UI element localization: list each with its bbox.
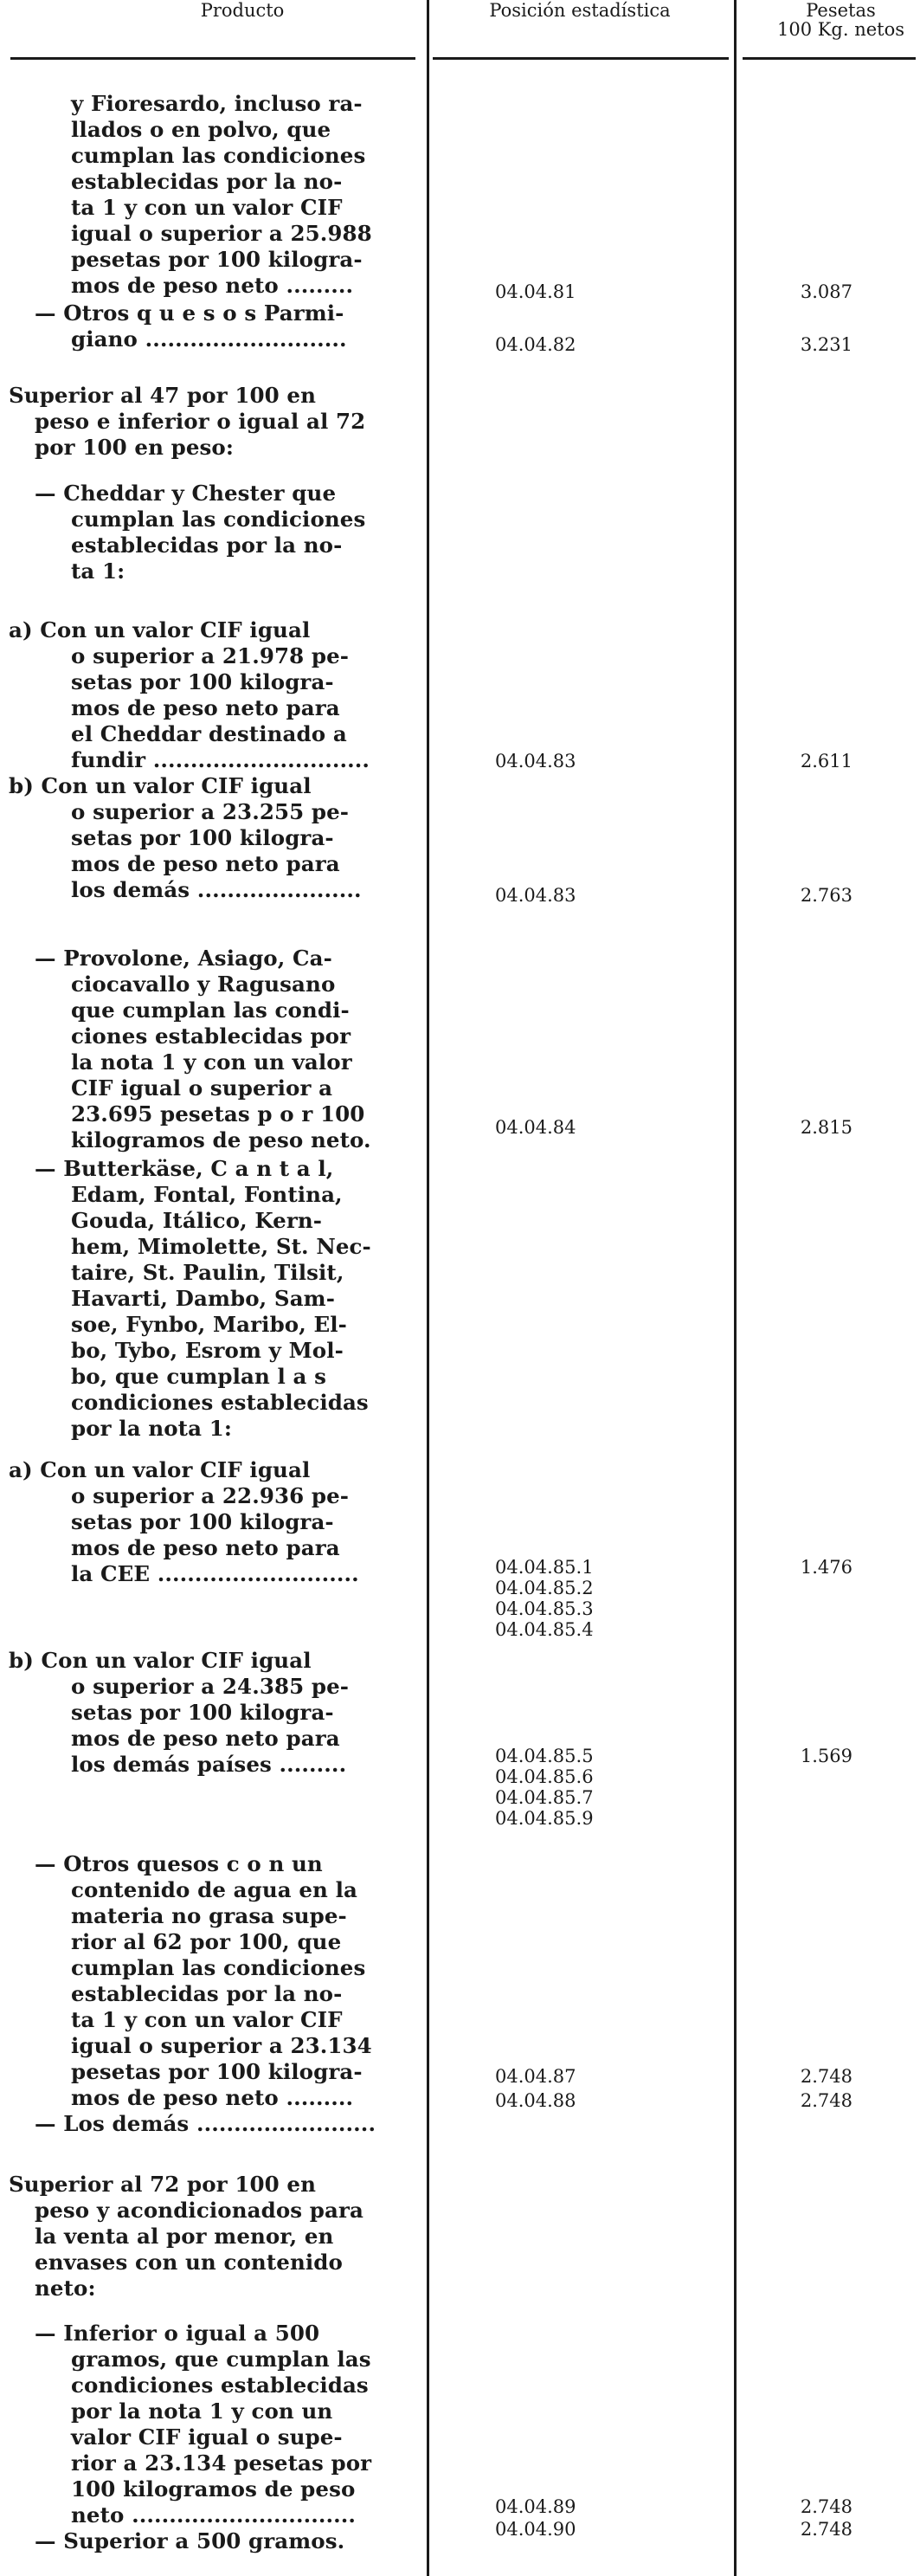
product-description-line: — Otros q u e s o s Parmi- — [35, 300, 344, 326]
product-description-line: mos de peso neto para — [71, 1726, 340, 1751]
product-description-line: materia no grasa supe- — [71, 1903, 347, 1928]
product-description-line: por la nota 1 y con un — [71, 2398, 333, 2424]
pesetas-value: 3.231 — [800, 334, 852, 355]
pesetas-value: 2.748 — [800, 2066, 852, 2087]
product-description-line: bo, Tybo, Esrom y Mol- — [71, 1338, 344, 1363]
product-description-line: establecidas por la no- — [71, 1981, 343, 2006]
statistical-position: 04.04.90 — [495, 2519, 576, 2540]
statistical-position: 04.04.88 — [495, 2090, 576, 2111]
product-description-line: — Cheddar y Chester que — [35, 481, 337, 506]
product-description-line: neto: — [35, 2276, 96, 2301]
product-description-line: la nota 1 y con un valor — [71, 1049, 352, 1075]
product-description-line: el Cheddar destinado a — [71, 721, 347, 746]
statistical-position: 04.04.87 — [495, 2066, 576, 2087]
product-description-line: llados o en polvo, que — [71, 117, 331, 142]
product-description-line: b) Con un valor CIF igual — [9, 773, 312, 798]
product-description-line: contenido de agua en la — [71, 1877, 357, 1902]
statistical-position: 04.04.85.7 — [495, 1787, 594, 1808]
product-description-line: mos de peso neto para — [71, 1535, 340, 1560]
pesetas-value: 2.763 — [800, 885, 852, 906]
product-description-line: gramos, que cumplan las — [71, 2347, 371, 2372]
header-100-kg-netos: 100 Kg. netos — [776, 19, 905, 40]
column-divider-left — [427, 0, 429, 2576]
pesetas-value: 1.569 — [800, 1746, 852, 1766]
product-description-line: envases con un contenido — [35, 2250, 343, 2275]
product-description-line: condiciones establecidas — [71, 2373, 369, 2398]
product-description-line: o superior a 21.978 pe- — [71, 643, 350, 668]
product-description-line: o superior a 24.385 pe- — [71, 1674, 350, 1699]
product-description-line: fundir ............................. — [71, 747, 370, 772]
product-description-line: por la nota 1: — [71, 1416, 232, 1441]
product-description-line: taire, St. Paulin, Tilsit, — [71, 1260, 344, 1285]
product-description-line: setas por 100 kilogra- — [71, 1509, 334, 1534]
product-description-line: ta 1 y con un valor CIF — [71, 195, 343, 220]
product-description-line: mos de peso neto para — [71, 695, 340, 720]
product-description-line: setas por 100 kilogra- — [71, 825, 334, 850]
product-description-line: CIF igual o superior a — [71, 1075, 333, 1101]
product-description-line: Havarti, Dambo, Sam- — [71, 1286, 335, 1311]
statistical-position: 04.04.85.4 — [495, 1619, 594, 1640]
product-description-line: o superior a 22.936 pe- — [71, 1483, 350, 1508]
product-description-line: cumplan las condiciones — [71, 507, 366, 532]
product-description-line: establecidas por la no- — [71, 169, 343, 194]
product-description-line: setas por 100 kilogra- — [71, 669, 334, 694]
product-description-line: — Inferior o igual a 500 — [35, 2321, 320, 2346]
product-description-line: — Superior a 500 gramos. — [35, 2528, 345, 2553]
product-description-line: igual o superior a 25.988 — [71, 221, 372, 246]
statistical-position: 04.04.85.6 — [495, 1766, 594, 1787]
pesetas-value: 2.748 — [800, 2090, 852, 2111]
product-description-line: mos de peso neto ......... — [71, 2085, 354, 2110]
product-description-line: la venta al por menor, en — [35, 2224, 334, 2249]
statistical-position: 04.04.85.3 — [495, 1598, 594, 1619]
pesetas-value: 1.476 — [800, 1557, 852, 1578]
header-underline-producto — [10, 57, 415, 60]
pesetas-value: 2.815 — [800, 1117, 852, 1138]
pesetas-value: 2.611 — [800, 751, 852, 772]
product-description-line: la CEE ........................... — [71, 1561, 359, 1586]
product-description-line: — Otros quesos c o n un — [35, 1851, 323, 1876]
product-description-line: pesetas por 100 kilogra- — [71, 2059, 363, 2084]
header-posicion-estadistica: Posición estadística — [489, 0, 671, 21]
header-underline-pesetas — [743, 57, 916, 60]
product-description-line: por 100 en peso: — [35, 435, 235, 460]
product-description-line: soe, Fynbo, Maribo, El- — [71, 1312, 347, 1337]
product-description-line: rior al 62 por 100, que — [71, 1929, 342, 1954]
column-divider-right — [734, 0, 737, 2576]
statistical-position: 04.04.85.2 — [495, 1578, 594, 1598]
product-description-line: b) Con un valor CIF igual — [9, 1648, 312, 1673]
product-description-line: 100 kilogramos de peso — [71, 2476, 356, 2502]
product-description-line: Gouda, Itálico, Kern- — [71, 1208, 323, 1233]
product-description-line: setas por 100 kilogra- — [71, 1700, 334, 1725]
product-description-line: Superior al 47 por 100 en — [9, 383, 317, 408]
statistical-position: 04.04.89 — [495, 2496, 576, 2517]
product-description-line: cumplan las condiciones — [71, 143, 366, 168]
statistical-position: 04.04.81 — [495, 281, 576, 302]
product-description-line: hem, Mimolette, St. Nec- — [71, 1234, 371, 1259]
product-description-line: a) Con un valor CIF igual — [9, 1457, 311, 1482]
statistical-position: 04.04.85.1 — [495, 1557, 594, 1578]
product-description-line: Superior al 72 por 100 en — [9, 2172, 317, 2197]
product-description-line: giano ........................... — [71, 326, 347, 352]
statistical-position: 04.04.83 — [495, 885, 576, 906]
header-underline-posicion — [433, 57, 729, 60]
product-description-line: y Fioresardo, incluso ra- — [71, 91, 363, 116]
pesetas-value: 3.087 — [800, 281, 852, 302]
product-description-line: cumplan las condiciones — [71, 1955, 366, 1980]
product-description-line: ciones establecidas por — [71, 1023, 351, 1049]
header-pesetas: Pesetas — [806, 0, 876, 21]
product-description-line: mos de peso neto para — [71, 851, 340, 876]
product-description-line: ta 1: — [71, 558, 125, 584]
product-description-line: igual o superior a 23.134 — [71, 2033, 372, 2058]
product-description-line: a) Con un valor CIF igual — [9, 617, 311, 642]
product-description-line: que cumplan las condi- — [71, 997, 350, 1023]
header-producto: Producto — [200, 0, 285, 21]
product-description-line: — Provolone, Asiago, Ca- — [35, 946, 332, 971]
product-description-line: Edam, Fontal, Fontina, — [71, 1182, 343, 1207]
statistical-position: 04.04.85.9 — [495, 1808, 594, 1829]
product-description-line: 23.695 pesetas p o r 100 — [71, 1101, 365, 1127]
statistical-position: 04.04.83 — [495, 751, 576, 772]
product-description-line: ciocavallo y Ragusano — [71, 972, 336, 997]
product-description-line: pesetas por 100 kilogra- — [71, 247, 363, 272]
statistical-position: 04.04.85.5 — [495, 1746, 594, 1766]
product-description-line: establecidas por la no- — [71, 533, 343, 558]
product-description-line: valor CIF igual o supe- — [71, 2424, 343, 2450]
product-description-line: — Butterkäse, C a n t a l, — [35, 1156, 334, 1181]
statistical-position: 04.04.82 — [495, 334, 576, 355]
product-description-line: ta 1 y con un valor CIF — [71, 2007, 343, 2032]
product-description-line: los demás países ......... — [71, 1752, 347, 1777]
product-description-line: peso y acondicionados para — [35, 2198, 363, 2223]
product-description-line: mos de peso neto ......... — [71, 273, 354, 298]
product-description-line: — Los demás ........................ — [35, 2111, 376, 2136]
product-description-line: kilogramos de peso neto. — [71, 1127, 371, 1152]
product-description-line: rior a 23.134 pesetas por — [71, 2450, 372, 2476]
product-description-line: neto .............................. — [71, 2502, 356, 2528]
product-description-line: bo, que cumplan l a s — [71, 1364, 327, 1389]
product-description-line: condiciones establecidas — [71, 1390, 369, 1415]
pesetas-value: 2.748 — [800, 2496, 852, 2517]
product-description-line: peso e inferior o igual al 72 — [35, 409, 366, 434]
statistical-position: 04.04.84 — [495, 1117, 576, 1138]
product-description-line: los demás ...................... — [71, 877, 362, 902]
pesetas-value: 2.748 — [800, 2519, 852, 2540]
product-description-line: o superior a 23.255 pe- — [71, 799, 350, 824]
